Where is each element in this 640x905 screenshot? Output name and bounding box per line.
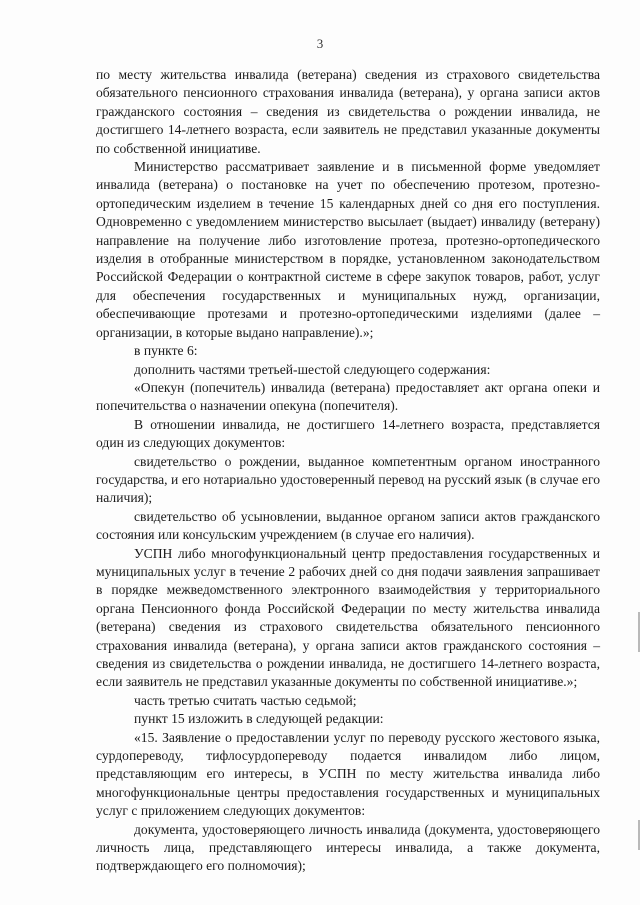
paragraph: пункт 15 изложить в следующей редакции: — [134, 711, 384, 727]
paragraph: документа, удостоверяющего личность инвалида (документа, удостоверяющего личность лица, представляющего интересы инвалида, а также документа, подтверждающего его полномочия); — [96, 821, 600, 874]
paragraph: дополнить частями третьей-шестой следующего содержания: — [134, 361, 491, 377]
paragraph: в пункте 6: — [134, 343, 198, 359]
paragraph: часть третью считать частью седьмой; — [134, 692, 357, 708]
paragraph: «Опекун (попечитель) инвалида (ветерана) предоставляет акт органа опеки и попечительства о назначении опекуна (попечителя). — [96, 379, 600, 414]
paragraph: по месту жительства инвалида (ветерана) сведения из страхового свидетельства обязательного пенсионного страхования инвалида (ветерана), у органа записи актов гражданского состояния – сведения из свидетельства о рождении инвалида, не достигшего 14-летнего возраста, если заявитель не представил указанные документы по собственной инициативе. — [96, 67, 600, 156]
document-body — [96, 66, 600, 876]
paragraph: В отношении инвалида, не достигшего 14-летнего возраста, представляется один из следующих документов: — [96, 416, 600, 451]
paragraph: Министерство рассматривает заявление и в письменной форме уведомляет инвалида (ветерана) о постановке на учет по обеспечению протезом, протезно-ортопедическим изделием в течение 15 календарных дней со дня его поступления. Одновременно с уведомлением министерство высылает (выдает) инвалиду (ветерану) направление на получение либо изготовление протеза, протезно-ортопедического изделия в отобранные министерством в порядке, установленном законодательством Российской Федерации о контрактной системе в сфере закупок товаров, работ, услуг для обеспечения государственных и муниципальных нужд, организации, обеспечивающие протезами и протезно-ортопедическими изделиями (далее – организации, в которые выдано направление).»; — [96, 159, 600, 340]
paragraph: «15. Заявление о предоставлении услуг по переводу русского жестового языка, сурдопереводу, тифлосурдопереводу подается инвалидом либо лицом, представляющим его интересы, в УСПН по месту жительства инвалида либо многофункциональные центры предоставления государственных и муниципальных услуг с приложением следующих документов: — [96, 729, 600, 819]
page-number: 3 — [316, 36, 324, 51]
paragraph: УСПН либо многофункциональный центр предоставления государственных и муниципальных услуг в течение 2 рабочих дней со дня подачи заявления запрашивает в порядке межведомственного электронного взаимодействия у территориального органа Пенсионного фонда Российской Федерации по месту жительства инвалида (ветерана) сведения из страхового свидетельства обязательного пенсионного страхования инвалида (ветерана), у органа записи актов гражданского состояния – сведения из свидетельства о рождении инвалида, не достигшего 14-летнего возраста, если заявитель не представил указанные документы по собственной инициативе.»; — [96, 545, 600, 690]
paragraph: свидетельство об усыновлении, выданное органом записи актов гражданского состояния или консульским учреждением (в случае его наличия). — [96, 508, 600, 543]
paragraph: свидетельство о рождении, выданное компетентным органом иностранного государства, и его нотариально удостоверенный перевод на русский язык (в случае его наличия); — [96, 453, 600, 506]
